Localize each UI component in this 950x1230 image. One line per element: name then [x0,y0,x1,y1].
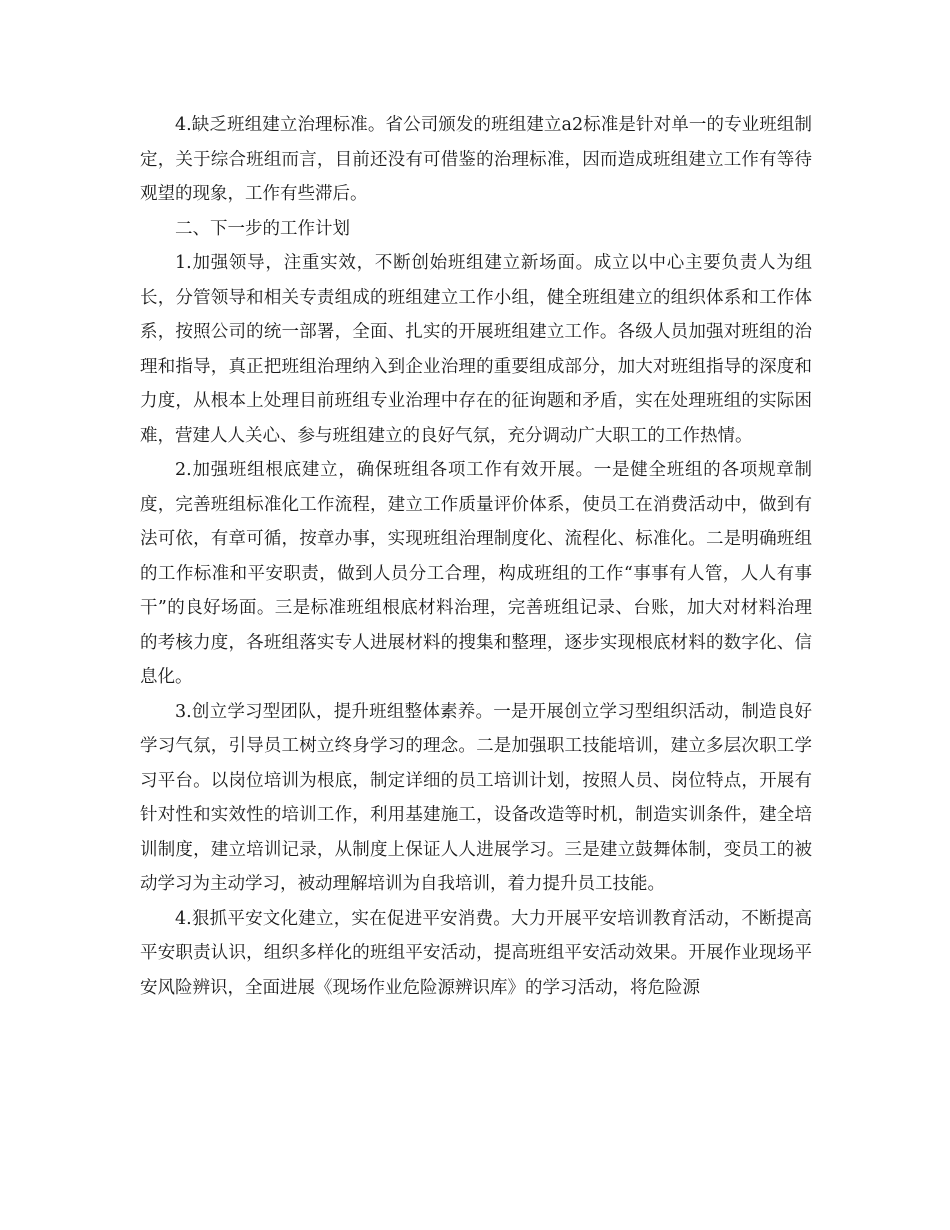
paragraph-plan-3-learning: 3.创立学习型团队，提升班组整体素养。一是开展创立学习型组织活动，制造良好学习气氛，引导员工树立终身学习的理念。二是加强职工技能培训，建立多层次职工学习平台。以岗位培训为根底，制定详细的员工培训计划，按照人员、岗位特点，开展有针对性和实效性的培训工作，利用基建施工，设备改造等时机，制造实训条件，建全培训制度，建立培训记录，从制度上保证人人进展学习。三是建立鼓舞体制，变员工的被动学习为主动学习，被动理解培训为自我培训，着力提升员工技能。 [140,701,812,894]
paragraph-plan-4-safety: 4.狠抓平安文化建立，实在促进平安消费。大力开展平安培训教育活动，不断提高平安职责认识，组织多样化的班组平安活动，提高班组平安活动效果。开展作业现场平安风险辨识，全面进展《现场作业危险源辨识库》的学习活动，将危险源 [140,908,812,998]
section-heading-next-plan: 二、下一步的工作计划 [175,218,350,239]
paragraph-point-4-standards: 4.缺乏班组建立治理标准。省公司颁发的班组建立a2标准是针对单一的专业班组制定，关于综合班组而言，目前还没有可借鉴的治理标准，因而造成班组建立工作有等待观望的现象，工作有些滞后。 [140,115,812,204]
paragraph-plan-2-foundation: 2.加强班组根底建立，确保班组各项工作有效开展。一是健全班组的各项规章制度，完善班组标准化工作流程，建立工作质量评价体系，使员工在消费活动中，做到有法可依，有章可循，按章办事，实现班组治理制度化、流程化、标准化。二是明确班组的工作标准和平安职责，做到人员分工合理，构成班组的工作“事事有人管，人人有事干”的良好场面。三是标准班组根底材料治理，完善班组记录、台账，加大对材料治理的考核力度，各班组落实专人进展材料的搜集和整理，逐步实现根底材料的数字化、信息化。 [140,460,812,687]
paragraph-plan-1-leadership: 1.加强领导，注重实效，不断创始班组建立新场面。成立以中心主要负责人为组长，分管领导和相关专责组成的班组建立工作小组，健全班组建立的组织体系和工作体系，按照公司的统一部署，全面、扎实的开展班组建立工作。各级人员加强对班组的治理和指导，真正把班组治理纳入到企业治理的重要组成部分，加大对班组指导的深度和力度，从根本上处理目前班组专业治理中存在的征询题和矛盾，实在处理班组的实际困难，营建人人关心、参与班组建立的良好气氛，充分调动广大职工的工作热情。 [140,253,812,446]
document-body [140,108,812,1005]
